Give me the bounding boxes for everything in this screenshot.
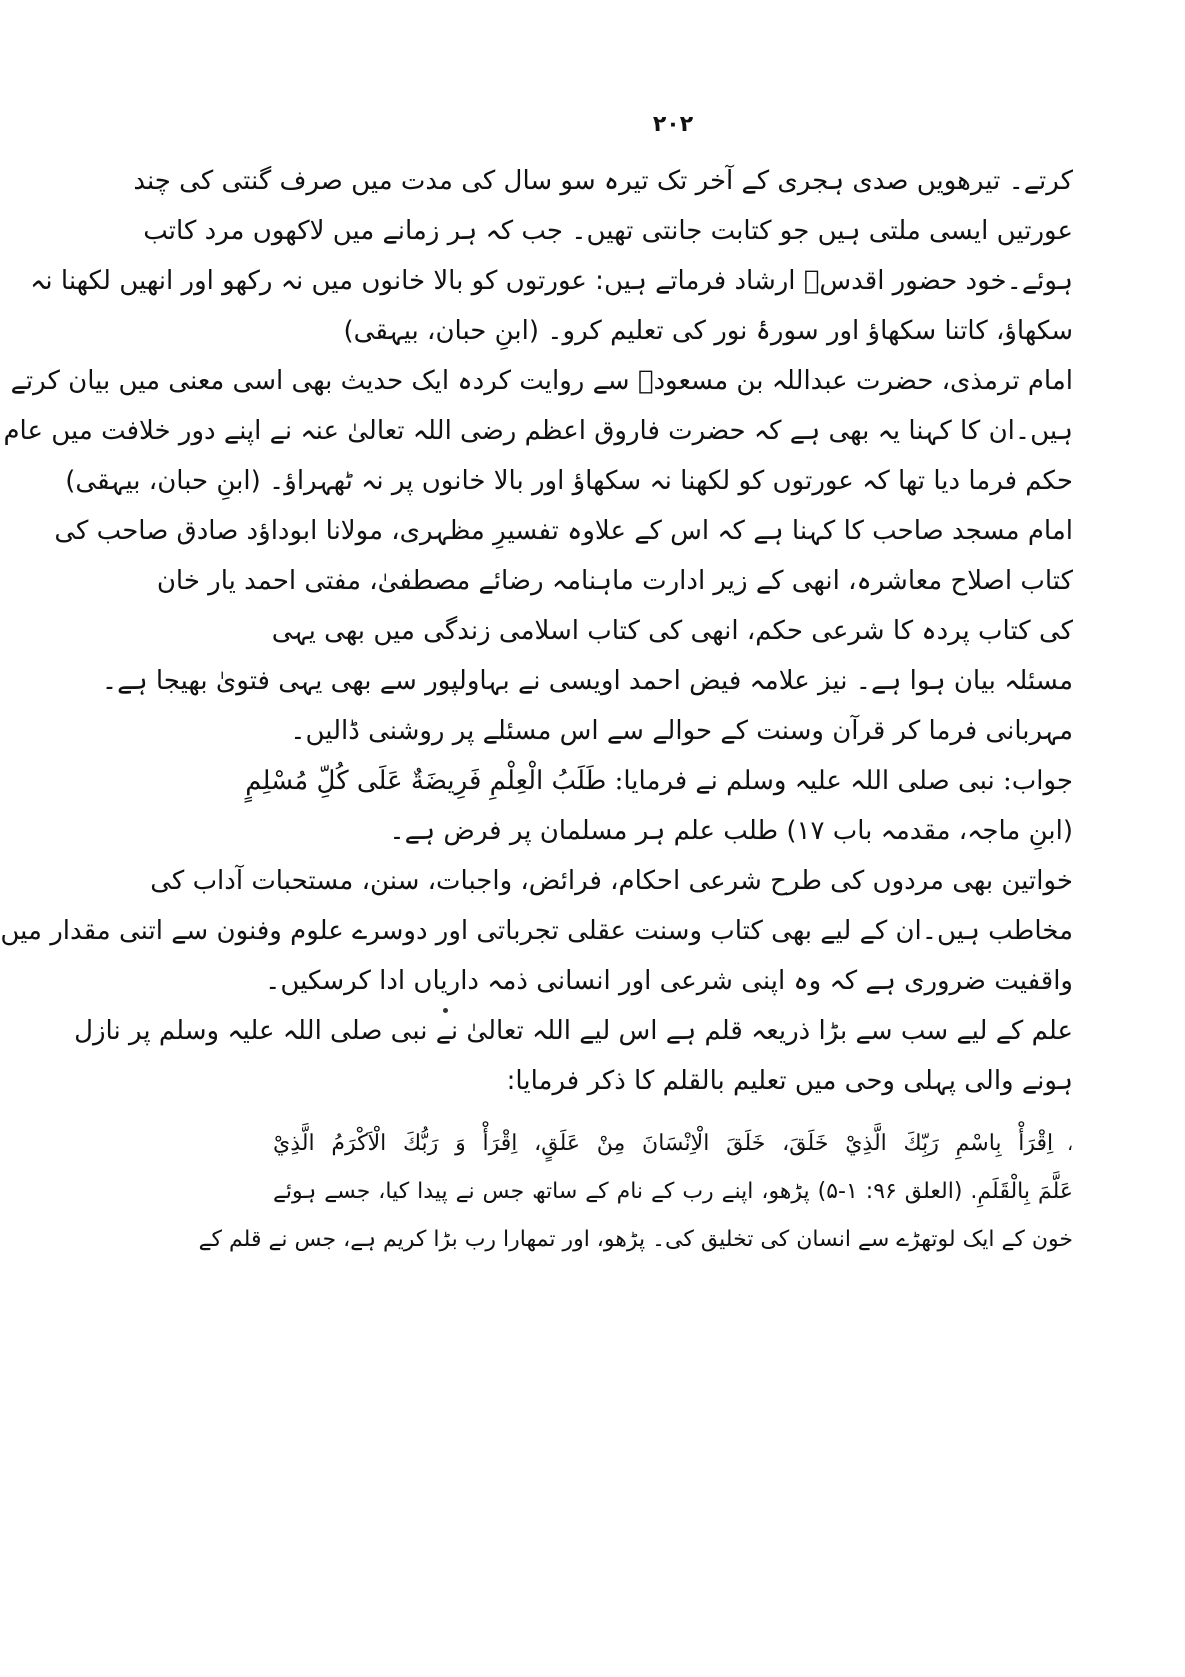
spacer	[273, 1106, 1073, 1120]
body-text	[0, 156, 1073, 1264]
text-line: عورتیں ایسی ملتی ہیں جو کتابت جانتی تھیں۔ جب کہ ہر زمانے میں لاکھوں مرد کاتب	[143, 216, 1073, 246]
text-line: ہونے والی پہلی وحی میں تعلیم بالقلم کا ذکر فرمایا:	[506, 1066, 1073, 1096]
text-line: مخاطب ہیں۔ان کے لیے بھی کتاب وسنت عقلی تجرباتی اور دوسرے علوم وفنون سے اتنی مقدار میں	[0, 916, 1073, 946]
text-line: حکم فرما دیا تھا کہ عورتوں کو لکھنا نہ سکھاؤ اور بالا خانوں پر نہ ٹھہراؤ۔ (ابنِ حبان، بیہقی)	[65, 466, 1073, 496]
quote-block	[198, 1120, 1073, 1264]
text-line: (ابنِ ماجہ، مقدمہ باب ۱۷) طلب علم ہر مسلمان پر فرض ہے۔	[389, 816, 1073, 846]
text-line: جواب: نبی صلی اللہ علیہ وسلم نے فرمایا: طَلَبُ الْعِلْمِ فَرِيضَةٌ عَلَى كُلِّ مُسْلِمٍ	[245, 766, 1073, 796]
quote-line	[273, 1120, 1073, 1168]
text-line: مہربانی فرما کر قرآن وسنت کے حوالے سے اس مسئلے پر روشنی ڈالیں۔	[290, 716, 1073, 746]
text-line: مسئلہ بیان ہوا ہے۔ نیز علامہ فیض احمد اویسی نے بہاولپور سے بھی یہی فتویٰ بھیجا ہے۔	[101, 666, 1073, 696]
quote-line-text: اِقْرَأْ بِاسْمِ رَبِّكَ الَّذِيْ خَلَقَ، خَلَقَ الْاِنْسَانَ مِنْ عَلَقٍ، اِقْرَأْ وَ رَبُّكَ الْاَكْرَمُ الَّذِيْ	[273, 1131, 1054, 1156]
quote-line: خون کے ایک لوتھڑے سے انسان کی تخلیق کی۔ پڑھو، اور تمھارا رب بڑا کریم ہے، جس نے قلم کے	[198, 1227, 1073, 1252]
text-line: کتاب اصلاح معاشرہ، انھی کے زیر ادارت ماہنامہ رضائے مصطفیٰ، مفتی احمد یار خان	[156, 566, 1073, 596]
text-line: ہوئے۔خود حضور اقدسؐ ارشاد فرماتے ہیں: عورتوں کو بالا خانوں میں نہ رکھو اور انھیں لکھنا نہ	[30, 266, 1073, 296]
text-line: علم کے لیے سب سے بڑا ذریعہ قلم ہے اس لیے اللہ تعالیٰ نے نبی صلی اللہ علیہ وسلم پر نازل	[74, 1016, 1073, 1046]
text-line: امام مسجد صاحب کا کہنا ہے کہ اس کے علاوہ تفسیرِ مظہری، مولانا ابوداؤد صادق صاحب کی	[54, 516, 1073, 546]
text-line: امام ترمذی، حضرت عبداللہ بن مسعودؓ سے روایت کردہ ایک حدیث بھی اسی معنی میں بیان کرتے	[10, 366, 1073, 396]
text-line: واقفیت ضروری ہے کہ وہ اپنی شرعی اور انسانی ذمہ داریاں ادا کرسکیں۔	[265, 966, 1073, 996]
scan-speck	[443, 1008, 448, 1013]
text-line: خواتین بھی مردوں کی طرح شرعی احکام، فرائض، واجبات، سنن، مستحبات آداب کی	[150, 866, 1073, 896]
quote-line: عَلَّمَ بِالْقَلَمِ. (العلق ۹۶: ۱-۵) پڑھو، اپنے رب کے نام کے ساتھ جس نے پیدا کیا، جسے ہوئے	[273, 1179, 1073, 1204]
text-line: کی کتاب پردہ کا شرعی حکم، انھی کی کتاب اسلامی زندگی میں بھی یہی	[271, 616, 1073, 646]
page-number: ۲۰۲	[652, 112, 694, 137]
text-line: سکھاؤ، کاتنا سکھاؤ اور سورۂ نور کی تعلیم کرو۔ (ابنِ حبان، بیہقی)	[343, 316, 1073, 346]
text-line: کرتے۔ تیرھویں صدی ہجری کے آخر تک تیرہ سو سال کی مدت میں صرف گنتی کی چند	[133, 166, 1073, 196]
text-line: ہیں۔ان کا کہنا یہ بھی ہے کہ حضرت فاروق اعظم رضی اللہ تعالیٰ عنہ نے اپنے دور خلافت میں عام	[3, 416, 1073, 446]
quote-marker: ،	[1067, 1134, 1073, 1155]
